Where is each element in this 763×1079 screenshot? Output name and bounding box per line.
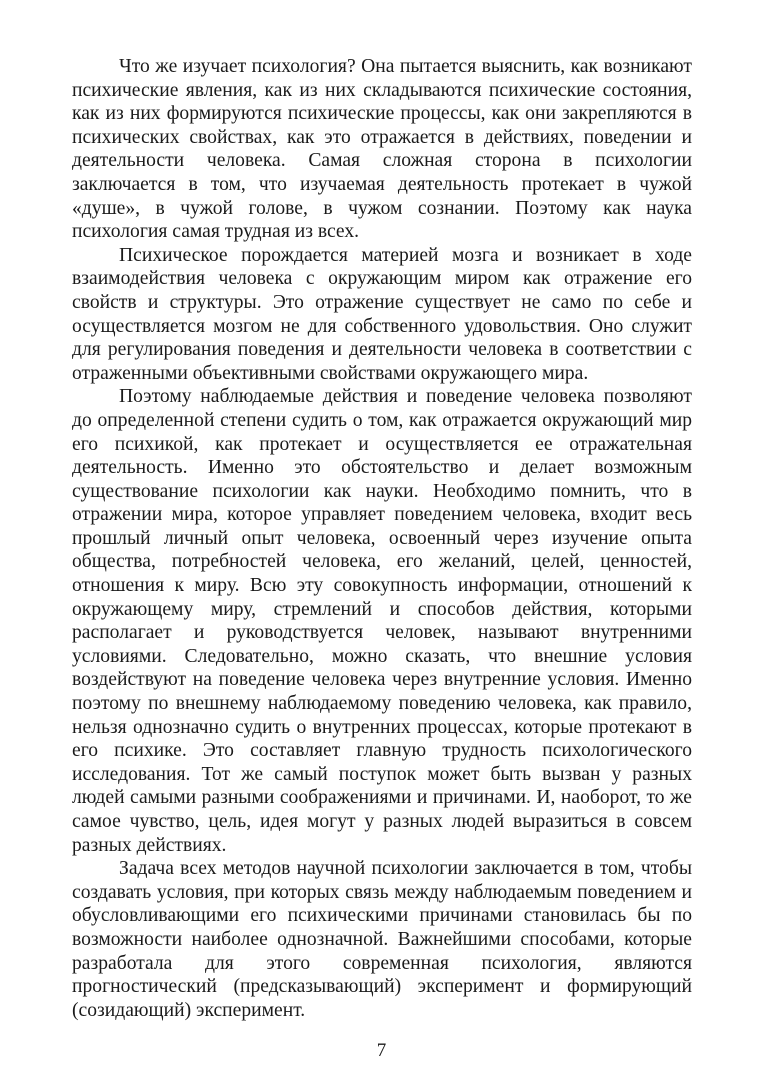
paragraph-1: Что же изучает психология? Она пытается выяснить, как возникают психические явления, как из них складываются психические состояния, как из них формируются психические процессы, как они закрепляются в психических свойствах, как это отражается в действиях, поведении и деятельности человека. Самая сложная сторона в психологии заключается в том, что изучаемая деятельность протекает в чужой «душе», в чужой голове, в чужом сознании. Поэтому как наука психология самая трудная из всех. xyxy=(72,56,692,243)
paragraph-4: Задача всех методов научной психологии заключается в том, чтобы создавать условия, при которых связь между наблюдаемым поведением и обусловливающими его психическими причинами становилась бы по возможности наиболее однозначной. Важнейшими способами, которые разработала для этого современная психология, являются прогностический (предсказывающий) эксперимент и формирующий (созидающий) эксперимент. xyxy=(72,858,692,1021)
paragraph-2: Психическое порождается материей мозга и возникает в ходе взаимодействия человека с окружающим миром как отражение его свойств и структуры. Это отражение существует не само по себе и осуществляется мозгом не для собственного удовольствия. Оно служит для регулирования поведения и деятельности человека в соответствии с отраженными объективными свойствами окружающего мира. xyxy=(72,244,692,384)
paragraph-3: Поэтому наблюдаемые действия и поведение человека позволяют до определенной степени судить о том, как отражается окружающий мир его психикой, как протекает и осуществляется ее отражательная деятельность. Именно это обстоятельство и делает возможным существование психологии как науки. Необходимо помнить, что в отражении мира, которое управляет поведением человека, входит весь прошлый личный опыт человека, освоенный через изучение опыта общества, потребностей человека, его желаний, целей, ценностей, отношения к миру. Всю эту совокупность информации, отношений к окружающему миру, стремлений и способов действия, которыми располагает и руководствуется человек, называют внутренними условиями. Следовательно, можно сказать, что внешние условия воздействуют на поведение человека через внутренние условия. Именно поэтому по внешнему наблюдаемому поведению человека, как правило, нельзя однозначно судить о внутренних процессах, которые протекают в его психике. Это составляет главную трудность психологического исследования. Тот же самый поступок может быть вызван у разных людей самыми разными соображениями и причинами. И, наоборот, то же самое чувство, цель, идея могут у разных людей выразиться в совсем разных действиях. xyxy=(72,386,692,856)
page-number: 7 xyxy=(376,1040,387,1061)
page-body xyxy=(72,55,692,1022)
